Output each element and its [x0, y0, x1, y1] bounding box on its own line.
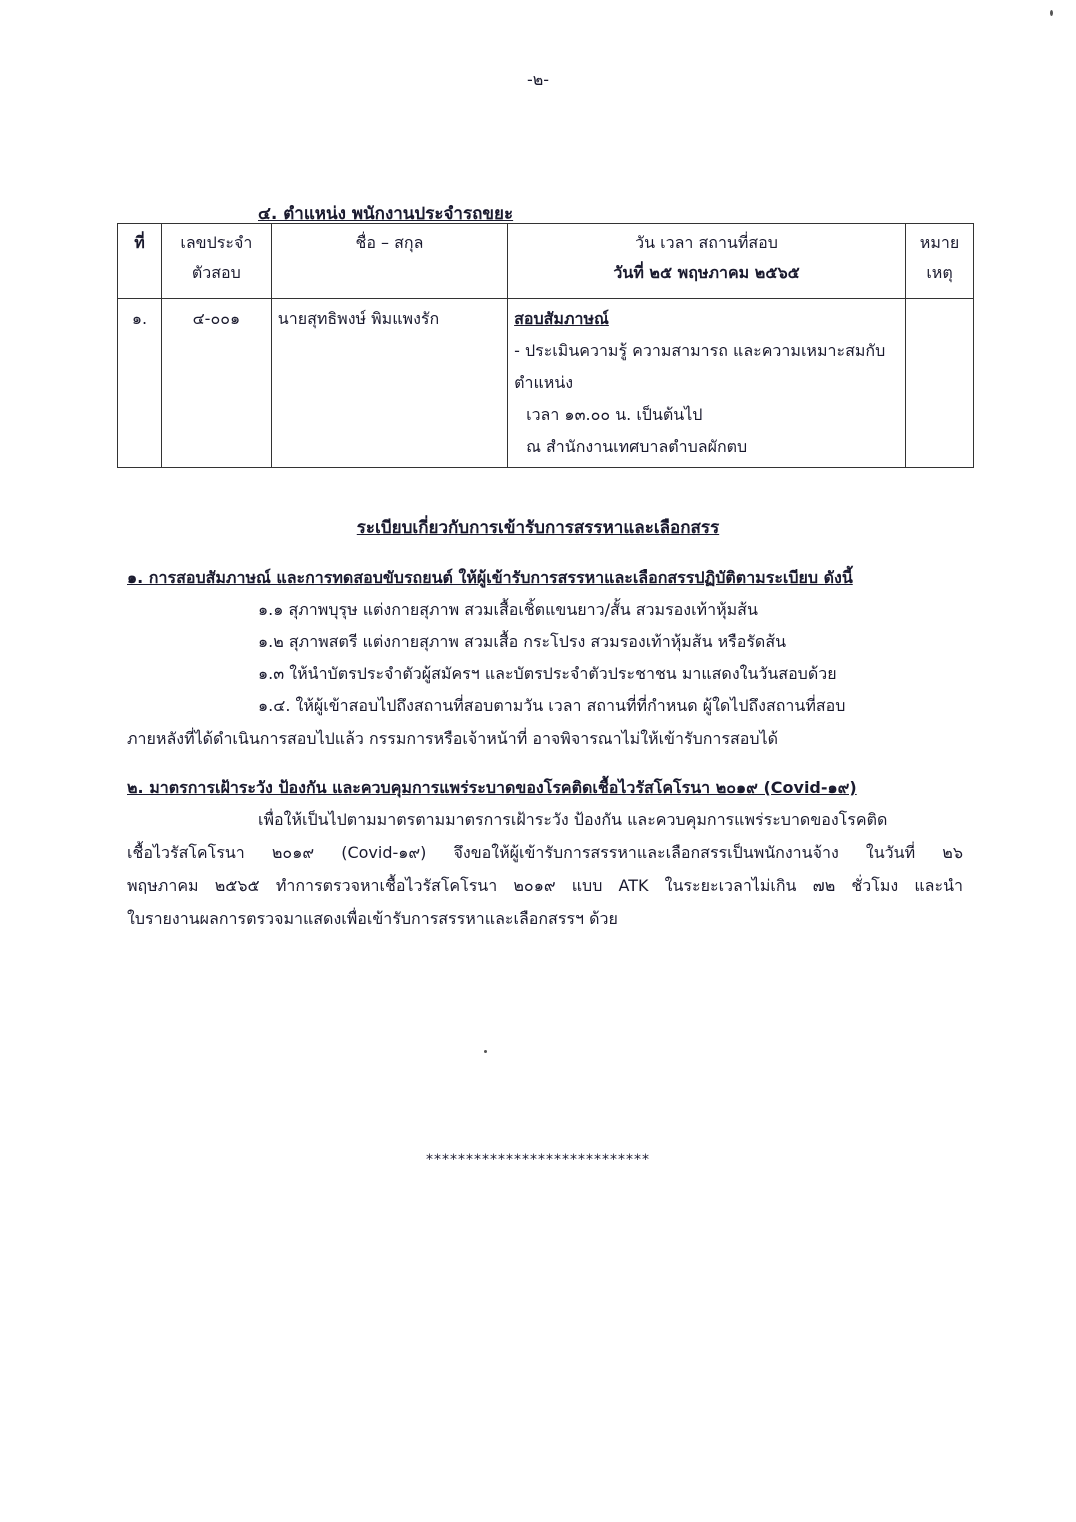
header-name: ชื่อ – สกุล [271, 224, 507, 299]
cell-exam-id: ๔-๐๐๑ [161, 299, 271, 468]
section-title: ๔. ตำแหน่ง พนักงานประจำรถขยะ [258, 204, 514, 224]
detail-place: ณ สำนักงานเทศบาลตำบลผักตบ [526, 437, 748, 456]
rules-item-continuation: ภายหลังที่ได้ดำเนินการสอบไปแล้ว กรรมการหรือเจ้าหน้าที่ อาจพิจารณาไม่ให้เข้ารับการสอบได้ [127, 729, 778, 748]
header-exam-id: เลขประจำ ตัวสอบ [161, 224, 271, 299]
header-remark: หมาย เหตุ [906, 224, 974, 299]
table-header-row [118, 224, 974, 299]
paragraph-line: ใบรายงานผลการตรวจมาแสดงเพื่อเข้ารับการสรรหาและเลือกสรรฯ ด้วย [127, 909, 618, 928]
rules-item: ๑.๔. ให้ผู้เข้าสอบไปถึงสถานที่สอบตามวัน เวลา สถานที่ที่กำหนด ผู้ใดไปถึงสถานที่สอบ [258, 696, 846, 715]
rules-item: ๑.๒ สุภาพสตรี แต่งกายสุภาพ สวมเสื้อ กระโปรง สวมรองเท้าหุ้มส้น หรือรัดส้น [258, 632, 787, 651]
rules-title: ระเบียบเกี่ยวกับการเข้ารับการสรรหาและเลือกสรร [356, 518, 720, 538]
scan-speck [1050, 10, 1053, 16]
scan-speck [484, 1050, 487, 1053]
exam-schedule-table [117, 223, 974, 468]
cell-name: นายสุทธิพงษ์ พิมแพงรัก [271, 299, 507, 468]
cell-detail [508, 299, 906, 468]
cell-no: ๑. [118, 299, 162, 468]
rules-section2-heading: ๒. มาตรการเฝ้าระวัง ป้องกัน และควบคุมการแพร่ระบาดของโรคติดเชื้อไวรัสโคโรนา ๒๐๑๙ (Covid-๑๙) [127, 778, 857, 797]
rules-section1-heading: ๑. การสอบสัมภาษณ์ และการทดสอบขับรถยนต์ ให้ผู้เข้ารับการสรรหาและเลือกสรรปฏิบัติตามระเบียบ ดังนี้ [127, 568, 853, 587]
header-datetime: วัน เวลา สถานที่สอบ วันที่ ๒๕ พฤษภาคม ๒๕๖๕ [508, 224, 906, 299]
detail-line: ตำแหน่ง [514, 373, 574, 392]
rules-item: ๑.๓ ให้นำบัตรประจำตัวผู้สมัครฯ และบัตรประจำตัวประชาชน มาแสดงในวันสอบด้วย [258, 664, 837, 683]
paragraph-line: พฤษภาคม ๒๕๖๕ ทำการตรวจหาเชื้อไวรัสโคโรนา ๒๐๑๙ แบบ ATK ในระยะเวลาไม่เกิน ๗๒ ชั่วโมง และนำ [127, 876, 963, 895]
detail-line: - ประเมินความรู้ ความสามารถ และความเหมาะสมกับ [514, 341, 886, 360]
detail-heading: สอบสัมภาษณ์ [514, 309, 609, 328]
detail-time: เวลา ๑๓.๐๐ น. เป็นต้นไป [526, 405, 703, 424]
page-number: -๒- [526, 70, 550, 89]
table-row [118, 299, 974, 468]
end-separator: **************************** [426, 1152, 650, 1168]
header-no: ที่ [118, 224, 162, 299]
paragraph-line: เชื้อไวรัสโคโรนา ๒๐๑๙ (Covid-๑๙) จึงขอให้ผู้เข้ารับการสรรหาและเลือกสรรเป็นพนักงานจ้าง ในวันที่ ๒๖ [127, 843, 963, 862]
paragraph-line: เพื่อให้เป็นไปตามมาตรตามมาตรการเฝ้าระวัง ป้องกัน และควบคุมการแพร่ระบาดของโรคติด [258, 810, 888, 829]
rules-item: ๑.๑ สุภาพบุรุษ แต่งกายสุภาพ สวมเสื้อเชิ้ตแขนยาว/สั้น สวมรองเท้าหุ้มส้น [258, 600, 758, 619]
cell-remark [906, 299, 974, 468]
